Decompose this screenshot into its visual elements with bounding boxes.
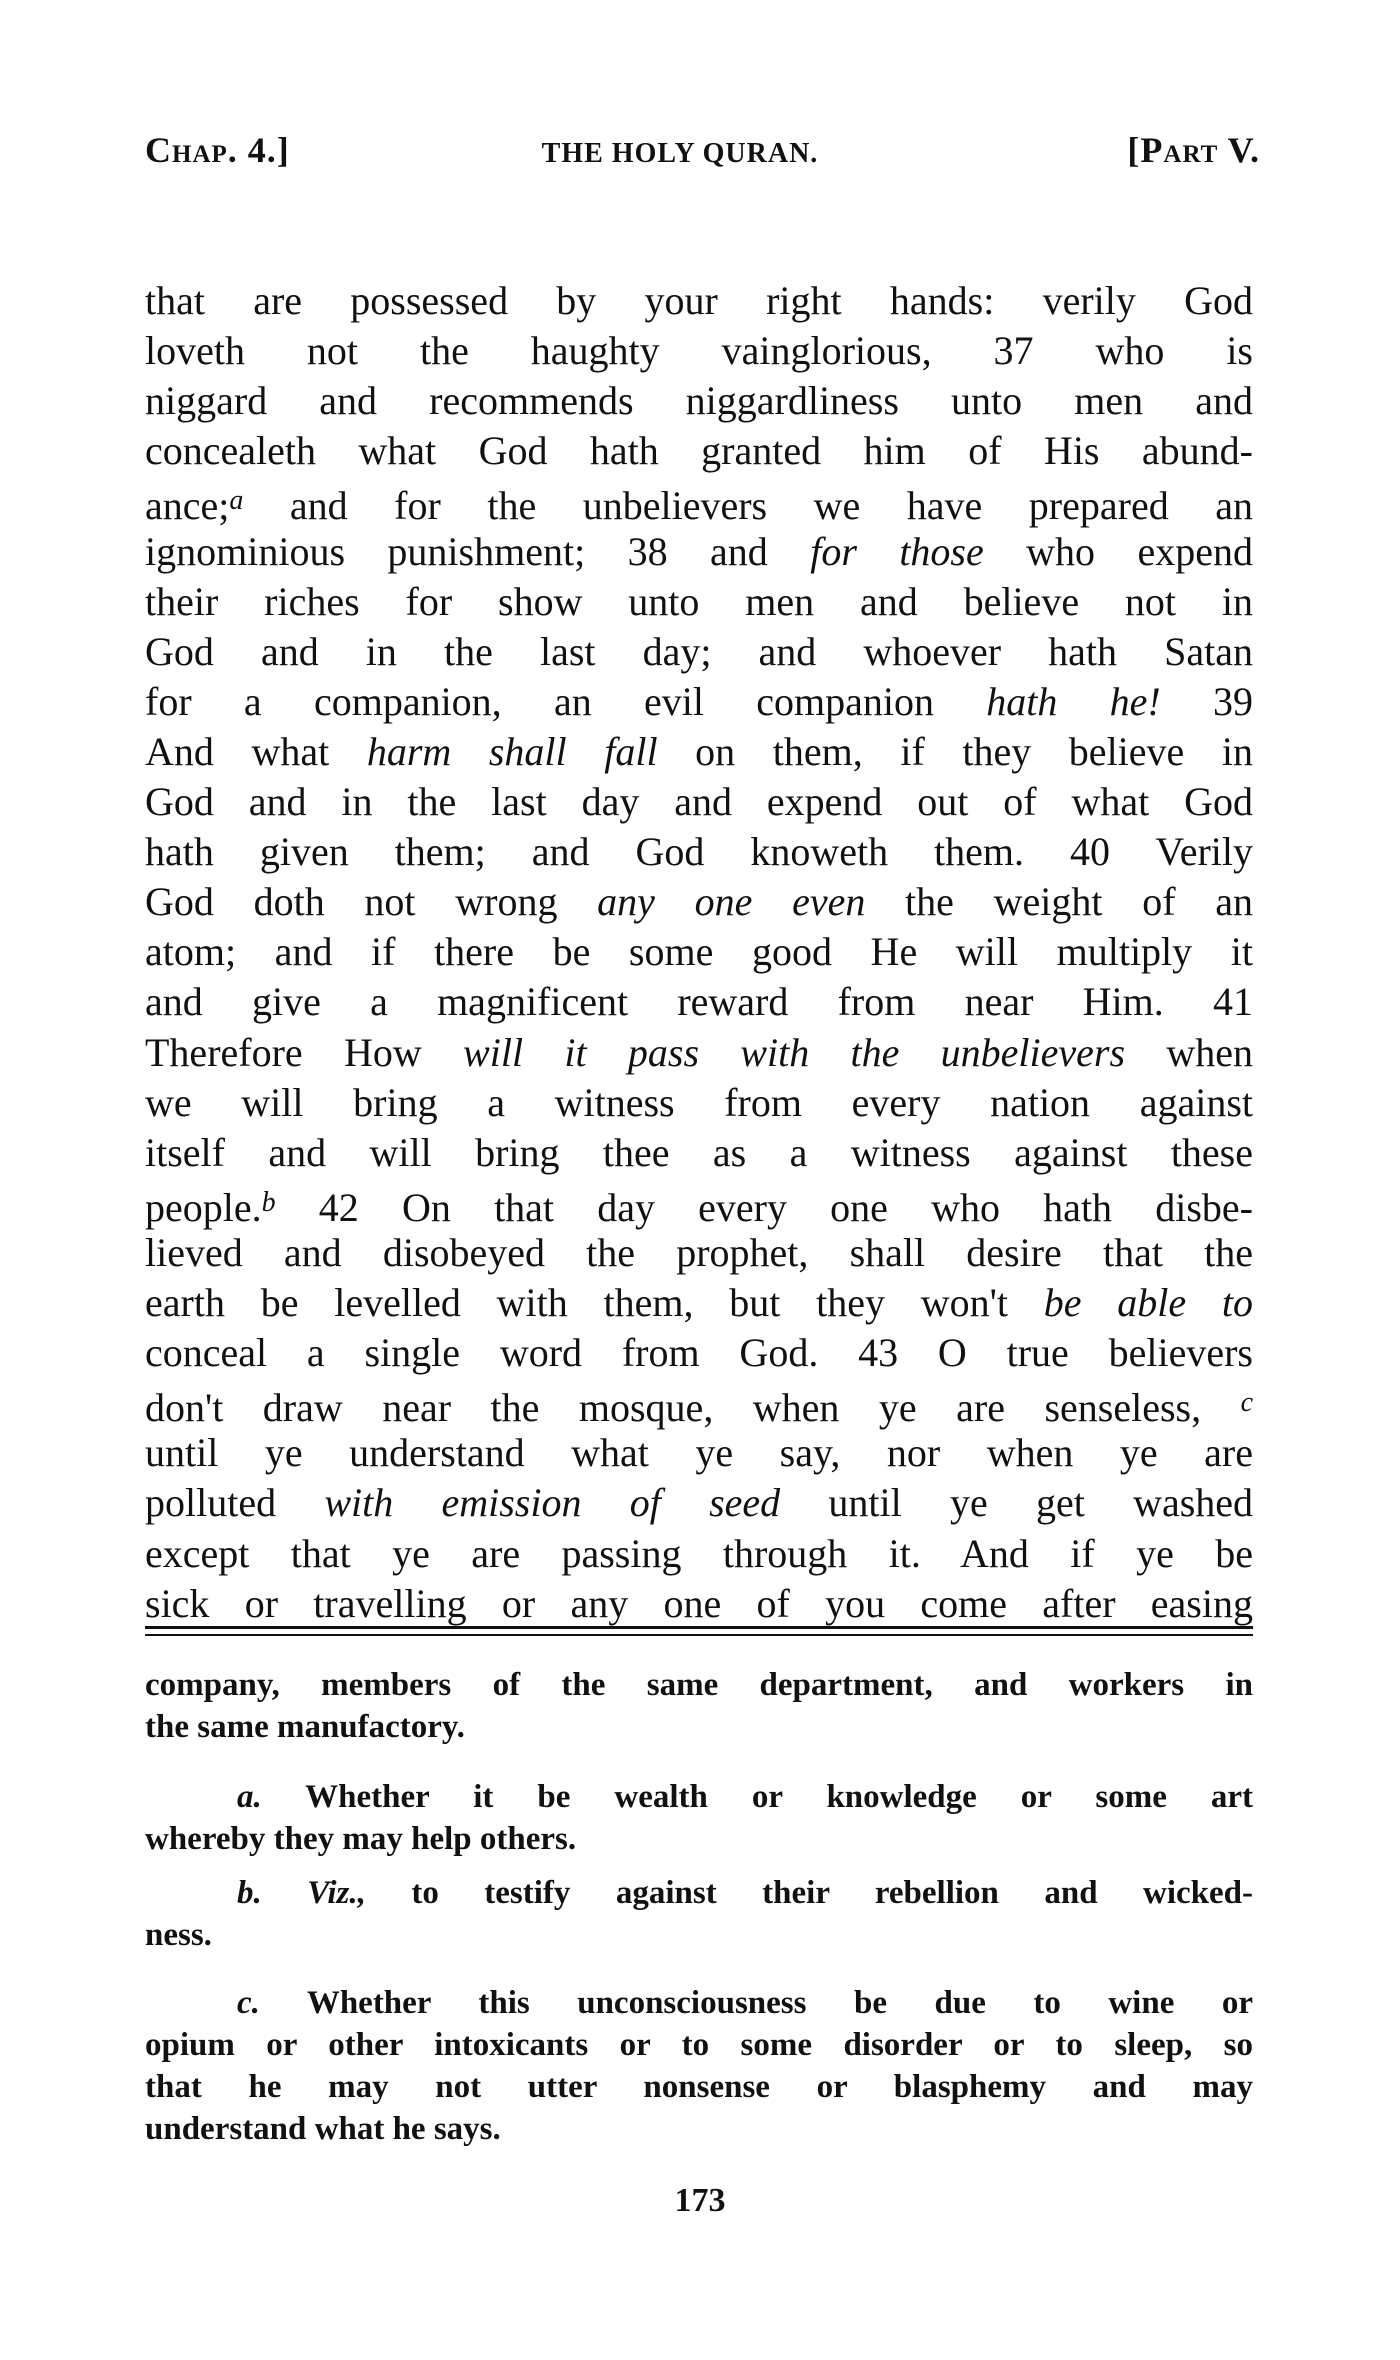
page-number: 173 [674,2182,726,2219]
text-segment: atom; and if there be some good He will multiply it [145,929,1253,975]
footnote-line [145,1982,1253,2024]
text-segment: ance; [145,483,230,529]
footnote-line [145,1706,1253,1748]
text-line [145,1178,1253,1228]
text-segment: conceal a single word from God. 43 O true believers [145,1330,1253,1376]
text-line [145,1228,1253,1278]
italic-text: will it pass with the unbelievers [463,1029,1126,1075]
text-line [145,1128,1253,1178]
text-segment: to testify against their rebellion and wicked- [365,1875,1253,1911]
text-segment: and give a magnificent reward from near Him. 41 [145,979,1253,1025]
text-segment: don't draw near the mosque, when ye are senseless, [145,1384,1241,1430]
footnote-divider-bottom [145,1634,1253,1636]
italic-text: harm shall fall [366,728,658,774]
text-segment: people. [145,1184,262,1230]
text-segment: ignominious punishment; 38 and [145,528,811,574]
text-line [145,777,1253,827]
text-segment: that are possessed by your right hands: verily God [145,278,1253,323]
italic-text: with emission of seed [324,1480,781,1526]
italic-text: for those [810,528,984,574]
text-segment: 39 [1160,678,1253,724]
text-segment: loveth not the haughty vainglorious, 37 who is [145,328,1253,374]
text-line [145,276,1253,326]
text-line [145,1278,1253,1328]
text-segment: the weight of an [865,879,1253,925]
footnote-line [145,2024,1253,2066]
running-head-chapter: Chap. 4.] [145,130,290,170]
text-line [145,627,1253,677]
text-segment: we will bring a witness from every nation against [145,1079,1253,1125]
text-line [145,1078,1253,1128]
text-segment: on them, if they believe in [657,728,1254,774]
text-segment: Whether it be wealth or knowledge or some art [261,1779,1253,1815]
text-segment: until ye get washed [780,1480,1254,1526]
text-line [145,1478,1253,1528]
text-segment: God doth not wrong [145,879,598,925]
italic-text: be able to [1043,1280,1254,1325]
text-segment: 42 On that day every one who hath disbe- [275,1184,1253,1230]
text-segment: company, members of the same department, and workers in [145,1667,1253,1703]
footnote-line [145,2108,1253,2150]
footnote-line [145,1776,1253,1818]
text-segment: sick or travelling or any one of you come after easing [145,1580,1253,1626]
text-segment: when [1125,1029,1254,1075]
italic-text: any one even [597,879,866,925]
footnote-marker[interactable]: a [229,485,244,517]
text-segment: and for the unbelievers we have prepared an [243,483,1253,529]
text-line [145,577,1253,627]
italic-text: Viz., [307,1875,366,1911]
text-segment: until ye understand what ye say, nor when ye are [145,1430,1253,1476]
text-segment: God and in the last day; and whoever hath Satan [145,628,1253,674]
text-segment: except that ye are passing through it. And if ye be [145,1530,1253,1576]
text-segment: the same manufactory. [145,1709,465,1745]
italic-text: b. [237,1875,262,1911]
footnote-line [145,1818,1253,1860]
text-segment: itself and will bring thee as a witness against these [145,1129,1253,1175]
text-line [145,1028,1253,1078]
italic-text: c. [237,1985,260,2021]
text-segment: Therefore How [145,1029,464,1075]
text-segment: Whether this unconsciousness be due to wine or [259,1985,1253,2021]
footnote-marker[interactable]: c [1240,1387,1253,1419]
text-line [145,1529,1253,1579]
text-segment: opium or other intoxicants or to some disorder or to sleep, so [145,2027,1253,2063]
text-line [145,927,1253,977]
text-line [145,476,1253,529]
footnote-divider-top [145,1626,1253,1629]
text-line [145,677,1253,727]
text-segment: polluted [145,1480,325,1526]
footnote-marker[interactable]: b [261,1186,276,1218]
text-line [145,977,1253,1027]
text-segment: who expend [983,528,1253,574]
text-segment: understand what he says. [145,2111,501,2147]
text-line [145,1378,1253,1428]
text-segment: God and in the last day and expend out of what God [145,779,1253,824]
text-line [145,877,1253,927]
text-line [145,1328,1253,1378]
text-line [145,1428,1253,1478]
footnote-line [145,1872,1253,1914]
running-head-part: [Part V. [1127,130,1260,170]
italic-text: hath he! [986,678,1161,724]
text-segment: lieved and disobeyed the prophet, shall desire that the [145,1229,1253,1275]
text-segment: hath given them; and God knoweth them. 40 Verily [145,829,1253,875]
text-segment: concealeth what God hath granted him of His abund- [145,428,1253,474]
text-segment [262,1875,307,1911]
text-segment: their riches for show unto men and believe not in [145,578,1253,624]
text-segment: And what [145,728,367,774]
text-segment: for a companion, an evil companion [145,678,987,724]
italic-text: a. [237,1779,262,1815]
text-line [145,827,1253,877]
footnote-line [145,1664,1253,1706]
text-segment: earth be levelled with them, but they won't [145,1280,1044,1325]
text-segment: that he may not utter nonsense or blasphemy and may [145,2069,1253,2105]
text-line [145,426,1253,476]
text-line [145,1579,1253,1629]
text-segment: whereby they may help others. [145,1821,577,1857]
text-segment: niggard and recommends niggardliness unto men and [145,378,1253,424]
text-line [145,326,1253,376]
footnote-line [145,1914,1253,1956]
text-segment: ness. [145,1917,212,1953]
text-line [145,376,1253,426]
running-head-title: THE HOLY QURAN. [541,138,819,169]
footnote-line [145,2066,1253,2108]
text-line [145,727,1253,777]
text-line [145,527,1253,577]
